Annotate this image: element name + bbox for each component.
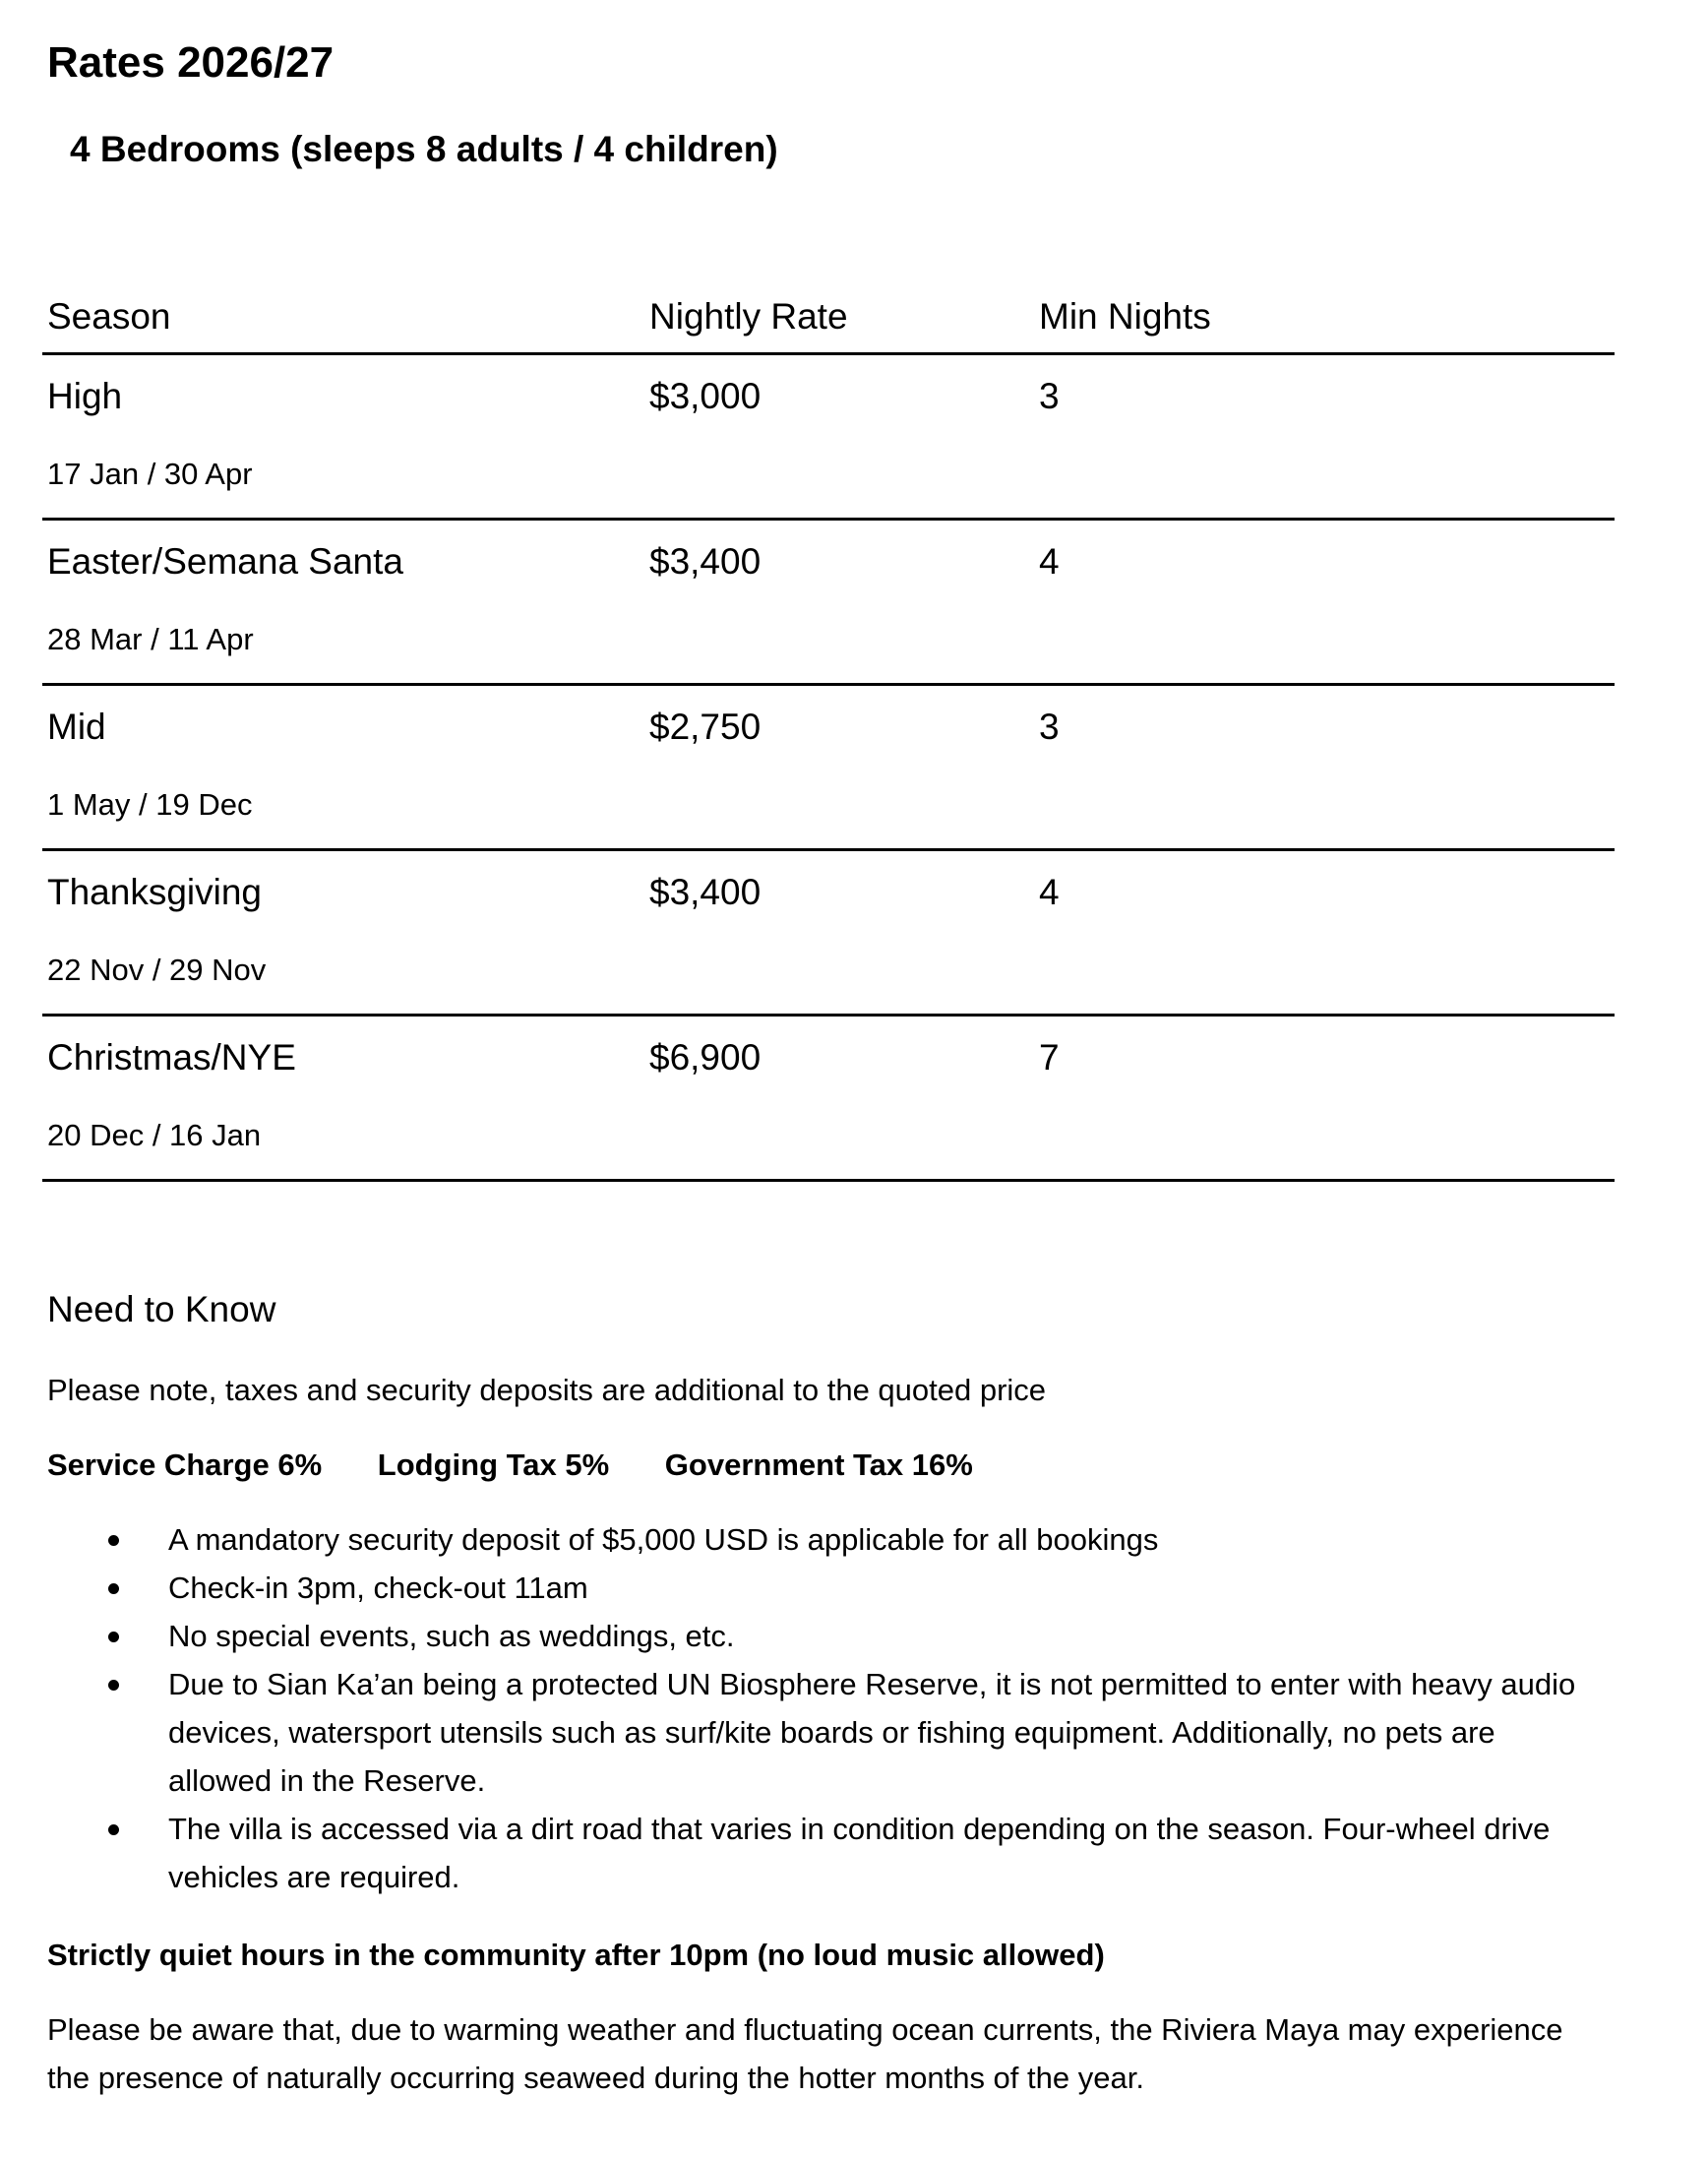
season-dates: 28 Mar / 11 Apr <box>47 622 254 656</box>
header-min-nights: Min Nights <box>1039 296 1211 337</box>
tax-list <box>47 1441 973 1489</box>
header-nightly-rate: Nightly Rate <box>649 296 848 337</box>
taxes-note: Please note, taxes and security deposits are additional to the quoted price <box>47 1373 1047 1407</box>
header-season: Season <box>47 296 171 337</box>
season-dates: 1 May / 19 Dec <box>47 787 253 822</box>
policy-list <box>47 1515 1582 1901</box>
table-row <box>42 851 1615 1017</box>
list-item-text: A mandatory security deposit of $5,000 USD is applicable for all bookings <box>168 1522 1159 1557</box>
min-nights: 4 <box>1039 541 1060 582</box>
table-row <box>42 686 1615 851</box>
bullet-icon <box>108 1583 119 1594</box>
season-name: Thanksgiving <box>47 872 263 912</box>
government-tax: Government Tax 16% <box>664 1448 973 1482</box>
bullet-icon <box>108 1632 119 1642</box>
bullet-icon <box>108 1680 119 1691</box>
season-name: High <box>47 376 123 416</box>
nightly-rate: $3,400 <box>649 872 762 912</box>
list-item <box>47 1515 1582 1564</box>
list-item-text: Due to Sian Ka’an being a protected UN Biosphere Reserve, it is not permitted to enter with heavy audio devices, watersport utensils such as surf/kite boards or fishing equipment. Additionally, no pets are allowed in the Reserve. <box>168 1667 1576 1798</box>
list-item <box>47 1805 1582 1901</box>
seaweed-notice: Please be aware that, due to warming weather and fluctuating ocean currents, the Riviera Maya may experience the presence of naturally occurring seaweed during the hotter months of the year. <box>47 2012 1563 2095</box>
table-row <box>42 521 1615 686</box>
list-item <box>47 1660 1582 1805</box>
season-name: Christmas/NYE <box>47 1037 296 1078</box>
service-charge: Service Charge 6% <box>47 1448 323 1482</box>
nightly-rate: $3,400 <box>649 541 762 582</box>
bullet-icon <box>108 1824 119 1835</box>
list-item-text: The villa is accessed via a dirt road that varies in condition depending on the season. Four-wheel drive vehicles are required. <box>168 1812 1551 1894</box>
season-dates: 22 Nov / 29 Nov <box>47 953 267 987</box>
season-dates: 17 Jan / 30 Apr <box>47 457 253 491</box>
min-nights: 7 <box>1039 1037 1060 1078</box>
quiet-hours-notice: Strictly quiet hours in the community after 10pm (no loud music allowed) <box>47 1938 1105 1972</box>
table-row <box>42 355 1615 521</box>
min-nights: 3 <box>1039 707 1060 747</box>
min-nights: 3 <box>1039 376 1060 416</box>
season-name: Mid <box>47 707 106 747</box>
list-item-text: No special events, such as weddings, etc. <box>168 1619 735 1653</box>
rates-table <box>42 287 1615 1182</box>
min-nights: 4 <box>1039 872 1060 912</box>
nightly-rate: $6,900 <box>649 1037 762 1078</box>
bullet-icon <box>108 1535 119 1546</box>
season-name: Easter/Semana Santa <box>47 541 403 582</box>
table-row <box>42 1017 1615 1182</box>
table-header-row <box>42 287 1615 355</box>
nightly-rate: $2,750 <box>649 707 762 747</box>
list-item-text: Check-in 3pm, check-out 11am <box>168 1571 588 1605</box>
list-item <box>47 1564 1582 1612</box>
season-dates: 20 Dec / 16 Jan <box>47 1118 262 1152</box>
lodging-tax: Lodging Tax 5% <box>377 1448 610 1482</box>
page-title: Rates 2026/27 <box>47 38 335 87</box>
nightly-rate: $3,000 <box>649 376 762 416</box>
list-item <box>47 1612 1582 1660</box>
page-subtitle: 4 Bedrooms (sleeps 8 adults / 4 children) <box>70 129 778 169</box>
need-to-know-heading: Need to Know <box>47 1289 276 1329</box>
